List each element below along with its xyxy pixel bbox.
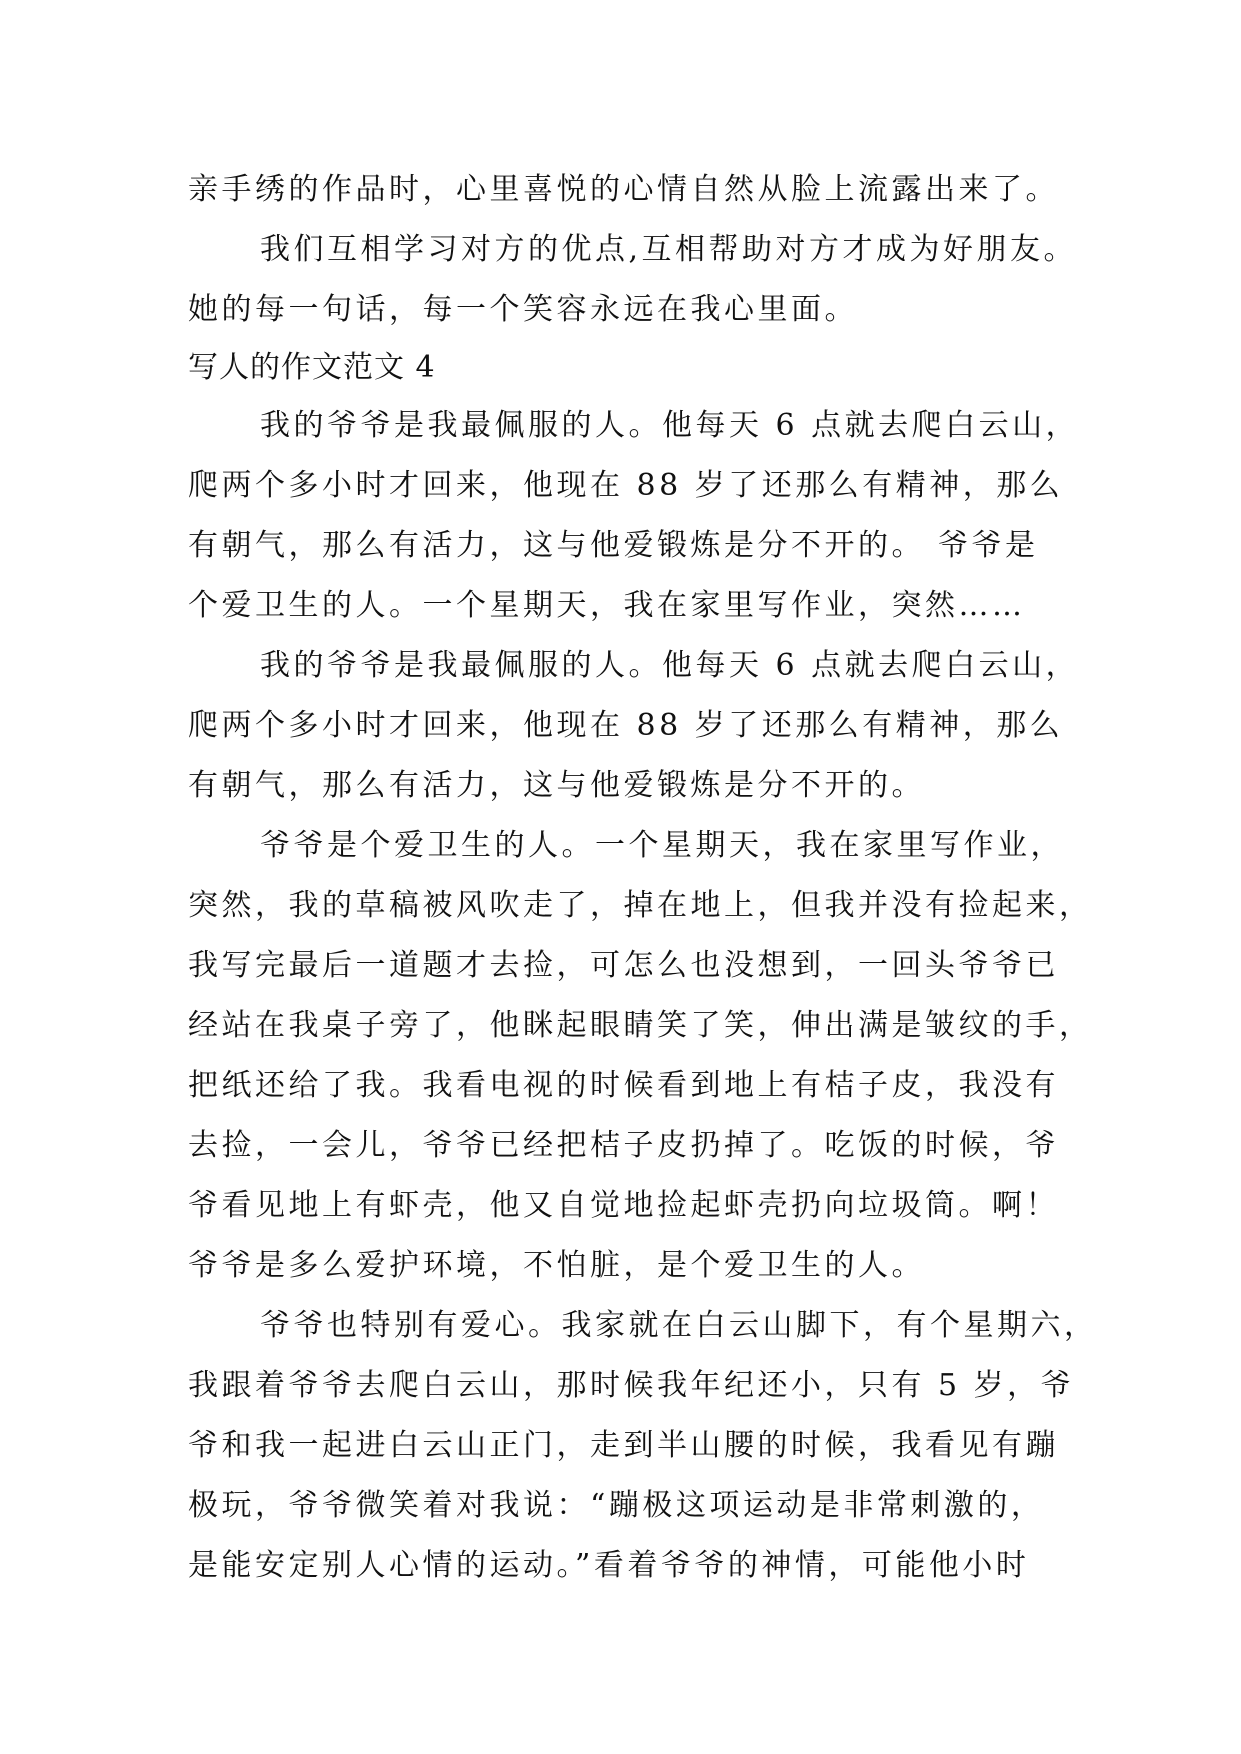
text-line: 我的爷爷是我最佩服的人。他每天 6 点就去爬白云山， (260, 648, 1080, 683)
text-line: 有朝气，那么有活力，这与他爱锻炼是分不开的。 爷爷是 (188, 528, 1039, 563)
text-line: 亲手绣的作品时，心里喜悦的心情自然从脸上流露出来了。 (188, 172, 1059, 207)
text-line: 爷看见地上有虾壳，他又自觉地捡起虾壳扔向垃圾筒。啊！ (188, 1188, 1059, 1223)
text-line: 我的爷爷是我最佩服的人。他每天 6 点就去爬白云山， (260, 408, 1080, 443)
text-line: 是能安定别人心情的运动。”看着爷爷的神情，可能他小时 (188, 1548, 1030, 1583)
text-line: 极玩，爷爷微笑着对我说：“蹦极这项运动是非常刺激的， (188, 1488, 1045, 1523)
text-line: 经站在我桌子旁了，他眯起眼睛笑了笑，伸出满是皱纹的手， (188, 1008, 1093, 1043)
section-title: 写人的作文范文 4 (188, 350, 436, 385)
text-line: 把纸还给了我。我看电视的时候看到地上有桔子皮，我没有 (188, 1068, 1059, 1103)
text-line: 我跟着爷爷去爬白云山，那时候我年纪还小，只有 5 岁，爷 (188, 1368, 1075, 1403)
text-line: 爷和我一起进白云山正门，走到半山腰的时候，我看见有蹦 (188, 1428, 1059, 1463)
text-line: 去捡，一会儿，爷爷已经把桔子皮扔掉了。吃饭的时候，爷 (188, 1128, 1059, 1163)
text-line: 我写完最后一道题才去捡，可怎么也没想到，一回头爷爷已 (188, 948, 1059, 983)
text-line: 爬两个多小时才回来，他现在 88 岁了还那么有精神，那么 (188, 468, 1064, 503)
document-page (188, 160, 1098, 1596)
text-line: 突然，我的草稿被风吹走了，掉在地上，但我并没有捡起来， (188, 888, 1093, 923)
text-line: 爷爷也特别有爱心。我家就在白云山脚下，有个星期六， (260, 1308, 1098, 1343)
text-line: 爬两个多小时才回来，他现在 88 岁了还那么有精神，那么 (188, 708, 1064, 743)
text-line: 爷爷是多么爱护环境，不怕脏，是个爱卫生的人。 (188, 1248, 925, 1283)
text-line: 爷爷是个爱卫生的人。一个星期天，我在家里写作业， (260, 828, 1064, 863)
text-line: 有朝气，那么有活力，这与他爱锻炼是分不开的。 (188, 768, 925, 803)
text-line: 我们互相学习对方的优点,互相帮助对方才成为好朋友。 (260, 232, 1078, 267)
text-line: 她的每一句话，每一个笑容永远在我心里面。 (188, 292, 858, 327)
text-line: 个爱卫生的人。一个星期天，我在家里写作业，突然…… (188, 588, 1026, 623)
